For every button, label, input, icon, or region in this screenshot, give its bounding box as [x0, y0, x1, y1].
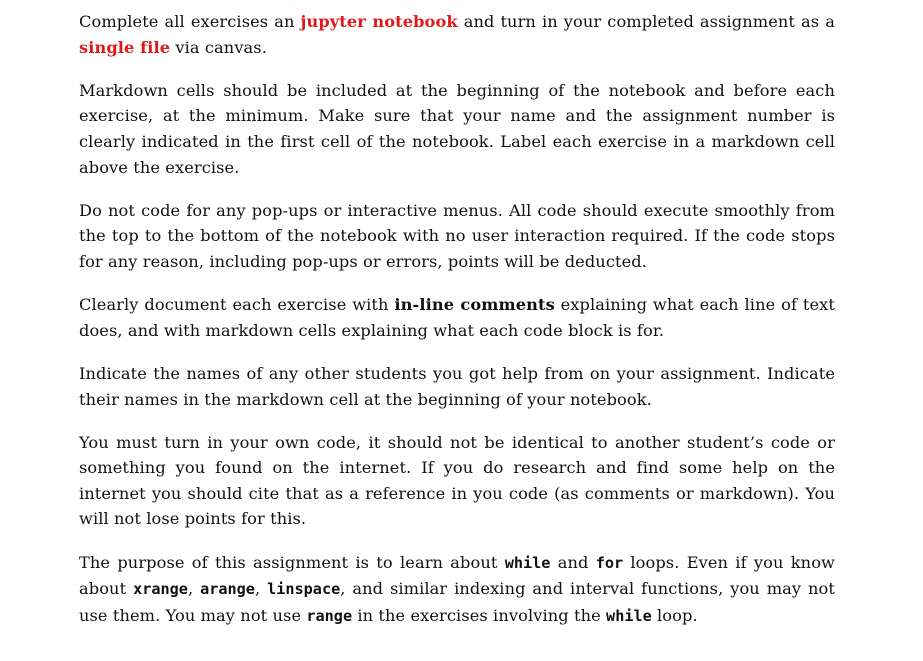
text-span: and	[550, 552, 596, 572]
paragraph-no-popups: Do not code for any pop-ups or interactive menus. All code should execute smoothly from the top to the bottom of the notebook with no user interaction required. If the code stops for any reason, including pop-ups or errors, points will be deducted.	[79, 200, 835, 271]
paragraph-purpose	[79, 550, 835, 630]
text-span: explaining what each line of text does, and with markdown cells explaining what each code block is for.	[79, 295, 836, 340]
text-span: loop.	[651, 605, 698, 625]
assignment-instructions	[79, 9, 835, 647]
text-span: The purpose of this assignment is to learn about	[79, 552, 505, 572]
text-span: Complete all exercises an	[79, 12, 301, 31]
code-arange: arange	[200, 580, 255, 599]
text-span: and turn in your completed assignment as a	[457, 12, 835, 31]
text-span: loops. Even if you know about	[79, 552, 835, 599]
code-while-2: while	[606, 606, 652, 625]
code-for: for	[595, 553, 624, 572]
code-range: range	[306, 606, 353, 625]
emphasis-jupyter-notebook: jupyter notebook	[300, 12, 458, 31]
text-span: ,	[187, 579, 201, 599]
emphasis-single-file: single file	[79, 37, 171, 57]
text-span: via canvas.	[170, 37, 267, 57]
text-span: ,	[254, 579, 268, 599]
emphasis-in-line-comments: in-line comments	[394, 295, 555, 315]
text-span: in the exercises involving the	[352, 605, 607, 625]
paragraph-collaborators: Indicate the names of any other students you got help from on your assignment. Indicate their names in the markdown cell at the beginning of your notebook.	[79, 363, 835, 409]
code-while: while	[504, 553, 551, 572]
paragraph-markdown-cells: Markdown cells should be included at the beginning of the notebook and before each exercise, at the minimum. Make sure that your name and the assignment number is clearly indicated in the first cell of the notebook. Label each exercise in a markdown cell above the exercise.	[79, 80, 835, 177]
code-linspace: linspace	[267, 580, 341, 599]
paragraph-documentation	[79, 292, 835, 343]
text-span: , and similar indexing and interval functions, you may not use them. You may not use	[79, 579, 835, 625]
code-xrange: xrange	[133, 580, 188, 599]
paragraph-submission	[79, 9, 835, 60]
text-span: Clearly document each exercise with	[79, 295, 395, 315]
paragraph-own-code: You must turn in your own code, it should not be identical to another student’s code or something you found on the internet. If you do research and find some help on the internet you should cite that as a reference in you code (as comments or markdown). You will not lose points for this.	[79, 432, 835, 529]
